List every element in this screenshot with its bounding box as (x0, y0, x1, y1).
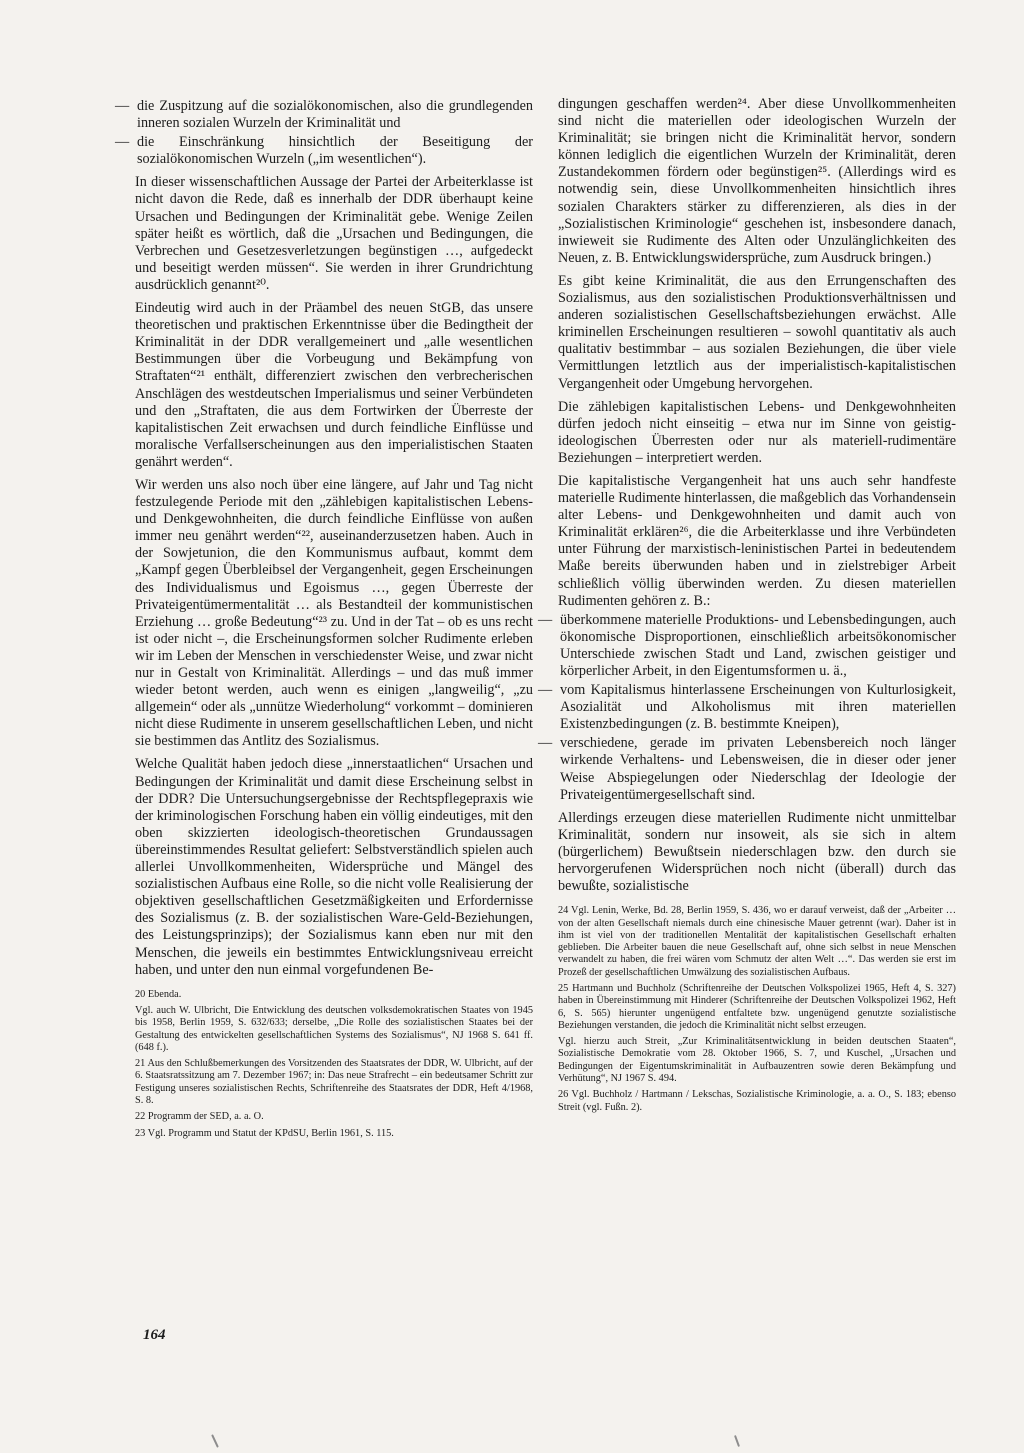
left-bullet-text: die Zuspitzung auf die sozialökonomischen, also die grundlegenden inneren sozialen Wurzeln der Kriminalität und (137, 98, 533, 132)
footnote: Vgl. auch W. Ulbricht, Die Entwicklung des deutschen volksdemokratischen Staates von 1945 bis 1958, Berlin 1959, S. 632/633; derselbe, „Die Rolle des sozialistischen Staates bei der Gestaltung des entwickelten gesellschaftlichen Systems des Sozialismus“, NJ 1968 S. 641 ff. (648 f.). (135, 1004, 533, 1053)
right-bullet-item (538, 682, 956, 733)
left-footnotes (135, 989, 533, 1140)
dash-marker: — (115, 98, 130, 114)
page-number: 164 (143, 1327, 166, 1343)
right-bullet-item (538, 611, 956, 680)
footnote: 20 Ebenda. (135, 988, 182, 1000)
dash-marker: — (538, 611, 553, 628)
right-bullet-item (538, 735, 956, 803)
dash-marker: — (538, 735, 553, 752)
right-footnotes (558, 905, 956, 1114)
body-paragraph: Allerdings erzeugen diese materiellen Rudimente nicht unmittelbar Kriminalität, sondern nur insoweit, als sie sich in altem (bürgerlichem) Bewußtsein niederschlagen bzw. den durch sie hervorgerufenen Widersprüchen noch nicht (überall) durch das bewußte, sozialistische (558, 809, 956, 895)
body-paragraph: In dieser wissenschaftlichen Aussage der Partei der Arbeiterklasse ist nicht davon die Rede, daß es innerhalb der DDR überhaupt keine Ursachen und Bedingungen der Kriminalität gebe. Wenige Zeilen später heißt es wörtlich, daß die „Ursachen und Bedingungen, die Verbrechen und Gesetzesverletzungen begünstigen …, aufgedeckt und beseitigt werden müssen“. Sie werden in ihrer Grundrichtung ausdrücklich genannt²⁰. (135, 174, 533, 293)
dash-marker: — (538, 682, 553, 699)
left-bullet-item (115, 98, 533, 132)
scan-mark (211, 1434, 219, 1448)
right-bullet-text: vom Kapitalismus hinterlassene Erscheinungen von Kulturlosigkeit, Asozialität und Alkoholismus mit ihren materiellen Existenzbedingungen (z. B. bestimmte Kneipen), (560, 682, 956, 733)
right-column (538, 96, 956, 1114)
body-paragraph: Die zählebigen kapitalistischen Lebens- und Denkgewohnheiten dürfen jedoch nicht einseitig – etwa nur im Sinne von geistig-ideologischen Überresten oder nur als materiell-rudimentäre Beziehungen – interpretiert werden. (558, 398, 956, 466)
footnote: 26 Vgl. Buchholz / Hartmann / Lekschas, Sozialistische Kriminologie, a. a. O., S. 183; ebenso Streit (vgl. Fußn. 2). (558, 1089, 956, 1113)
footnote: 25 Hartmann und Buchholz (Schriftenreihe der Deutschen Volkspolizei 1965, Heft 4, S. 327) haben in Übereinstimmung mit Hinderer (Schriftenreihe der Deutschen Volkspolizei 1962, Heft 6, S. 565) hierunter ungenügend entfaltete bzw. ungenügend genutzte sozialistische Beziehungen verstanden, die jedoch die Kriminalität nicht selbst erzeugen. (558, 983, 956, 1031)
body-paragraph: Es gibt keine Kriminalität, die aus den Errungenschaften des Sozialismus, aus den sozialistischen Produktionsverhältnissen und anderen sozialistischen Gesellschaftsbeziehungen erwächst. Alle kriminellen Erscheinungen resultieren – sowohl quantitativ als auch qualitativ bestimmbar – aus sozialen Beziehungen, die über viele Vermittlungen letztlich aus der imperialistisch-kapitalistischen Vergangenheit oder Umgebung hervorgehen. (558, 272, 956, 392)
left-bullet-text: die Einschränkung hinsichtlich der Beseitigung der sozialökonomischen Wurzeln („im wesentlichen“). (137, 134, 533, 168)
right-bullet-text: überkommene materielle Produktions- und Lebensbedingungen, auch ökonomische Disproportionen, einschließlich arbeitsökonomischer Unterschiede zwischen Stadt und Land, zwischen geistiger und körperlicher Arbeit, in den Eigentumsformen u. ä., (560, 611, 956, 679)
dash-marker: — (115, 134, 130, 151)
footnote: 24 Vgl. Lenin, Werke, Bd. 28, Berlin 1959, S. 436, wo er darauf verweist, daß der „Arbeiter … von der alten Gesellschaft niemals durch eine chinesische Mauer getrennt (war). Daher ist in ihm ist viel von der traditionellen Mentalität der kapitalistischen Gesellschaft erhalten geblieben. Die Arbeiter bauen die neue Gesellschaft auf, ohne sich selbst in neue Menschen verwandelt zu haben, die frei wären vom Schmutz der alten Welt …“. Das werden sie erst im Prozeß der gesellschaftlichen Umwälzung des sozialistischen Aufbaus. (558, 905, 956, 978)
left-bullet-item (115, 134, 533, 168)
scan-mark (734, 1435, 740, 1447)
body-paragraph: Wir werden uns also noch über eine längere, auf Jahr und Tag nicht festzulegende Periode mit den „zählebigen kapitalistischen Lebens- und Denkgewohnheiten, die durch feindliche Einflüsse von außen immer neu genährt werden“²², auseinanderzusetzen haben. Auch in der Sowjetunion, die den Kommunismus aufbaut, kommt dem „Kampf gegen Überbleibsel der Vergangenheit, gegen Erscheinungen des Individualismus und Egoismus …, gegen Überreste der Privateigentümermentalität … als Bestandteil der kommunistischen Erziehung … große Bedeutung“²³ zu. Und in der Tat – ob es uns recht ist oder nicht –, die Erscheinungsformen solcher Rudimente erleben wir im Leben der Menschen in verschiedenster Weise, und zwar nicht nur in Gestalt von Kriminalität. Allerdings – und das muß immer wieder betont werden, auch wenn es einigen „langweilig“, „zu allgemein“ oder als „unnütze Wiederholung“ vorkommt – dominieren nicht diese Rudimente in unserem gesellschaftlichen Leben, und nicht sie bestimmen das Antlitz des Sozialismus. (135, 476, 533, 750)
body-paragraph: Die kapitalistische Vergangenheit hat uns auch sehr handfeste materielle Rudimente hinterlassen, die maßgeblich das Vorhandensein alter Lebens- und Denkgewohnheiten und damit auch von Kriminalität erklären²⁶, die die Arbeiterklasse und ihre Verbündeten unter Führung der marxistisch-leninistischen Partei in bedeutendem Maße bereits überwunden haben und in zielstrebiger Arbeit schließlich völlig überwinden werden. Zu diesen materiellen Rudimenten gehören z. B.: (558, 472, 956, 609)
footnote: 23 Vgl. Programm und Statut der KPdSU, Berlin 1961, S. 115. (135, 1127, 394, 1139)
body-paragraph: Eindeutig wird auch in der Präambel des neuen StGB, das unsere theoretischen und praktischen Erkenntnisse über die Bedingtheit der Kriminalität in der DDR verallgemeinert und „alle wesentlichen Bestimmungen über die Vorbeugung und Bekämpfung von Straftaten“²¹ enthält, differenziert zwischen den verbrecherischen Anschlägen des westdeutschen Imperialismus und seiner Verbündeten und den „Straftaten, die aus dem Fortwirken der Überreste der kapitalistischen Zeit erwachsen und durch feindliche Einflüsse und moralische Verfallserscheinungen aus den imperialistischen Staaten genährt werden“. (135, 300, 533, 470)
footnote: 21 Aus den Schlußbemerkungen des Vorsitzenden des Staatsrates der DDR, W. Ulbricht, auf der 6. Staatsratssitzung am 7. Dezember 1967; in: Das neue Strafrecht – ein bedeutsamer Schritt zur Festigung unseres sozialistischen Rechts, Schriftenreihe des Staatsrates der DDR, Heft 4/1968, S. 8. (135, 1058, 533, 1107)
footnote: Vgl. hierzu auch Streit, „Zur Kriminalitätsentwicklung in beiden deutschen Staaten“, Sozialistische Demokratie vom 28. Oktober 1966, S. 7, und Kuschel, „Ursachen und Bedingungen der Eigentumskriminalität in Aufbauzentren sowie deren Bekämpfung und Verhütung“, NJ 1967 S. 494. (558, 1036, 956, 1085)
body-paragraph: dingungen geschaffen werden²⁴. Aber diese Unvollkommenheiten sind nicht die materiellen oder ideologischen Wurzeln der Kriminalität; sie bringen nicht die Kriminalität hervor, sondern können lediglich die eigentlichen Wurzeln der Kriminalität, deren Zustandekommen fördern oder begünstigen²⁵. (Allerdings wird es notwendig sein, diese Unvollkommenheiten hinsichtlich ihres sozialen Charakters stärker zu differenzieren, als dies in der „Sozialistischen Kriminologie“ geschehen ist, insbesondere danach, inwieweit sie Rudimente des Alten oder Unzulänglichkeiten des Neuen, z. B. Entwicklungswidersprüche, zum Ausdruck bringen.) (558, 96, 956, 266)
left-column (115, 96, 533, 1140)
footnote: 22 Programm der SED, a. a. O. (135, 1111, 264, 1123)
body-paragraph: Welche Qualität haben jedoch diese „innerstaatlichen“ Ursachen und Bedingungen der Kriminalität und damit diese Erscheinung selbst in der DDR? Die Untersuchungsergebnisse der Rechtspflegepraxis wie der kriminologischen Forschung haben ein völlig eindeutiges, mit den oben skizzierten ideologisch-theoretischen Grundaussagen übereinstimmendes Resultat geliefert: Selbstverständlich spielen auch allerlei Unvollkommenheiten, Widersprüche und Mängel des sozialistischen Aufbaus eine Rolle, so die nicht volle Realisierung der objektiven gesellschaftlichen Gesetzmäßigkeiten und Erfordernisse des Sozialismus (z. B. der sozialistischen Ware-Geld-Beziehungen, des Leistungsprinzips); der Sozialismus kann eben nur mit den Menschen, die jeweils ein bestimmtes Entwicklungsniveau erreicht haben, und unter den nun einmal vorgefundenen Be- (135, 756, 533, 978)
right-bullet-text: verschiedene, gerade im privaten Lebensbereich noch länger wirkende Verhaltens- und Lebensweisen, die in dieser oder jener Weise Abspiegelungen oder Niederschlag der Ideologie der Privateigentümergesellschaft sind. (560, 735, 956, 803)
